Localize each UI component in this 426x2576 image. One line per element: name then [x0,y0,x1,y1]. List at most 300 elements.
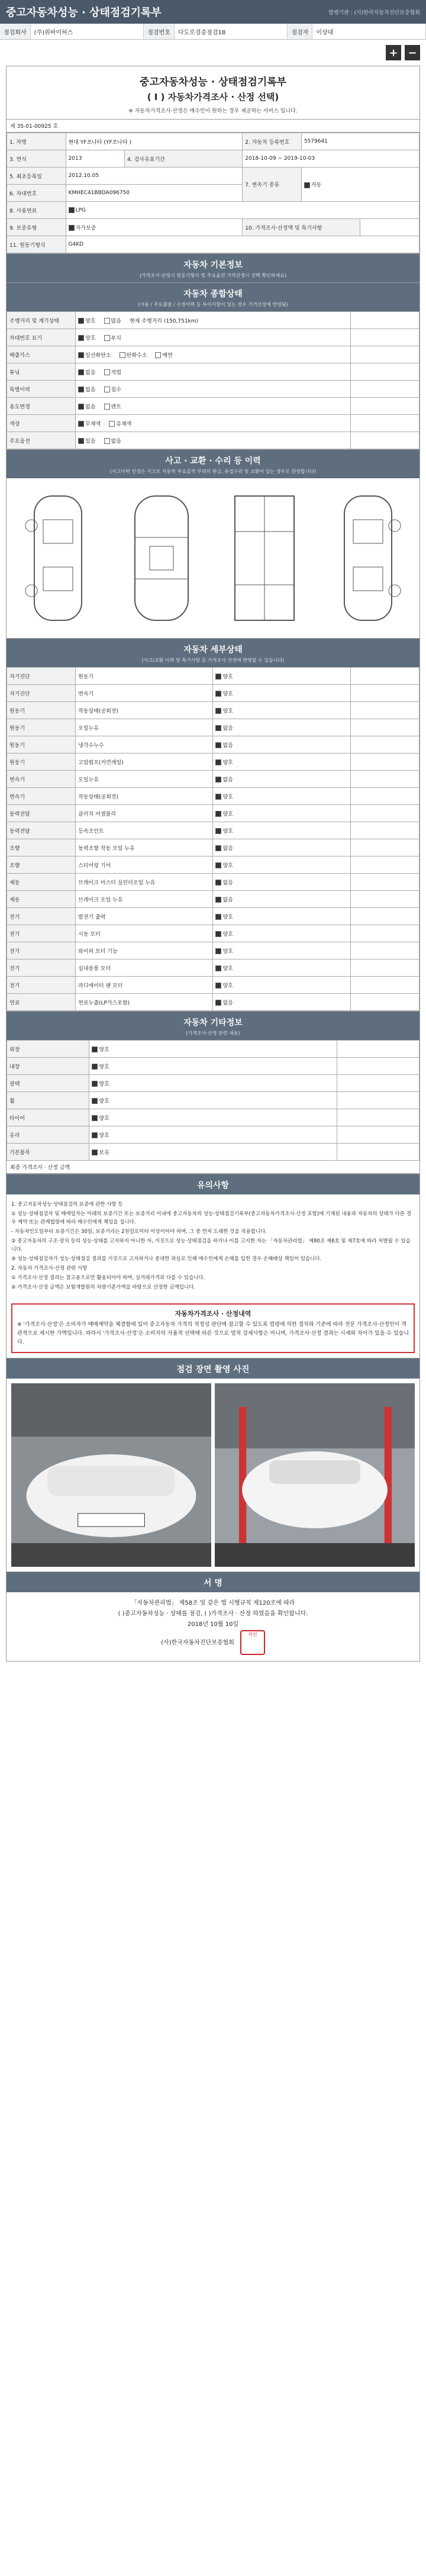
reg-label: 2. 자동차 등록번호 [243,133,302,150]
detail-state-text: 양호 [222,931,233,938]
other-state-text: 양호 [99,1046,109,1053]
status-option-text: 유채색 [116,421,132,427]
detail-checkbox[interactable] [215,965,221,971]
status-checkbox[interactable] [78,318,84,324]
detail-state-text: 양호 [222,914,233,920]
other-checkbox[interactable] [92,1149,98,1155]
other-label: 휠 [7,1092,89,1109]
detail-note [350,925,419,942]
zoom-in-button[interactable]: + [386,45,401,60]
status-checkbox[interactable] [78,369,84,375]
note-line: ② 가격조사·산정 금액은 보험개발원의 차량기준가액을 바탕으로 산정한 금액입니다. [11,1284,196,1290]
detail-item: 오일누유 [76,719,213,736]
sign-line2: ( )중고자동차성능 · 상태를 점검, ( )가격조사 · 산정 하였음을 확인합니다. [118,1611,308,1617]
other-row [7,1041,419,1058]
final-price-note: 최종 가격조사 · 산정 금액 [7,1161,419,1174]
status-checkbox[interactable] [104,369,110,375]
other-checkbox[interactable] [92,1115,98,1121]
company-label: 점검회사 [0,24,31,39]
car-name-value: 현대 YF쏘나타 (YF쏘나타 ) [66,133,243,150]
car-side-image [215,1383,415,1567]
detail-group: 전기 [7,942,76,959]
signature-block [7,1592,419,1661]
other-label: 외장 [7,1041,89,1058]
detail-item: 브레이크 마스터 실린더오일 누유 [76,874,213,891]
other-state-text: 양호 [99,1115,109,1122]
detail-note [350,754,419,771]
detail-row [7,771,419,788]
detail-group: 자기진단 [7,668,76,685]
other-price [337,1075,419,1092]
detail-state [213,788,350,805]
status-note [350,363,419,381]
detail-state-text: 없음 [222,777,233,783]
detail-checkbox[interactable] [215,674,221,680]
detail-group: 원동기 [7,754,76,771]
status-checkbox[interactable] [109,421,115,427]
report-subtitle: ( I ) 자동차가격조사 · 산정 선택) [147,92,279,102]
section-status-title: 자동차 종합상태 [183,289,243,299]
other-state-text: 보유 [99,1149,109,1156]
detail-state-text: 양호 [222,674,233,680]
note-line: 1. 중고자동차성능·상태점검의 보증에 관한 사항 등 [11,1202,123,1208]
status-checkbox[interactable] [104,387,110,392]
detail-state [213,959,350,977]
detail-state-text: 양호 [222,948,233,955]
status-row [7,415,419,432]
detail-checkbox[interactable] [215,948,221,954]
detail-state [213,754,350,771]
car-side-photo[interactable] [215,1383,415,1567]
other-state [89,1092,337,1109]
status-option-text: 많음 [111,318,121,324]
detail-group: 연료 [7,994,76,1011]
zoom-out-button[interactable]: − [405,45,420,60]
status-table [7,311,419,449]
status-option-text: 없음 [85,369,96,376]
detail-note [350,788,419,805]
other-state [89,1075,337,1092]
detail-group: 전기 [7,977,76,994]
status-options [76,346,351,363]
section-accident-sub: (사고이력 인정은 사고로 자동차 주요골격 부위의 판금, 용접수리 및 교환이 있는 경우로 한정합니다) [109,469,317,474]
detail-row [7,788,419,805]
report-note: ※ 자동차가격조사·산정은 매수인이 원하는 경우 제공하는 서비스 입니다. [128,108,298,114]
detail-item: 고압펌프(커먼레일) [76,754,213,771]
notes-list [7,1194,419,1299]
detail-state-text: 양호 [222,965,233,972]
note-line: ① 성능·상태점검자 및 매매업자는 아래의 보증기간 또는 보증거리 이내에 중고자동차의 성능·상태점검기록부(중고자동차가격조사·산정 포함)에 기재된 내용과 자동차의 상태가 다른 경우 계약 또는 관계법령에 따라 매수인에게 책임을 집니다. [11,1211,411,1225]
status-checkbox[interactable] [78,404,84,410]
status-option-text: 없음 [85,404,96,410]
detail-state [213,925,350,942]
other-state-text: 양호 [99,1098,109,1105]
detail-row [7,719,419,736]
status-checkbox[interactable] [78,387,84,392]
other-state-text: 양호 [99,1081,109,1087]
detail-item: 스티어링 기어 [76,856,213,874]
detail-checkbox[interactable] [215,931,221,937]
status-label: 주행거리 및 계기상태 [7,312,76,329]
section-photos-title: 점검 장면 촬영 사진 [176,1365,250,1374]
detail-row [7,891,419,908]
detail-state [213,771,350,788]
inspector-label: 점검자 [288,24,312,39]
fuel-checkbox[interactable] [69,207,75,213]
issuer-notice: 발행기관 : (사)한국자동차진단보증협회 [328,9,420,16]
status-row [7,381,419,398]
detail-group: 조향 [7,839,76,856]
status-checkbox[interactable] [78,438,84,444]
report-title: 중고자동차성능 · 상태점검기록부 [139,76,287,88]
detail-state-text: 없음 [222,725,233,732]
other-price [337,1109,419,1126]
detail-item: 브레이크 오일 누유 [76,891,213,908]
detail-checkbox[interactable] [215,759,221,765]
detail-item: 냉각수누수 [76,736,213,754]
section-status-sub: (사용 / 주요불량 / 수정이력 등 특이사항이 있는 경우 가격산정에 반영됨) [138,302,288,307]
status-note [350,346,419,363]
detail-item: 라디에이터 팬 모터 [76,977,213,994]
other-label: 타이어 [7,1109,89,1126]
status-options [76,432,351,449]
detail-checkbox[interactable] [215,845,221,851]
detail-checkbox[interactable] [215,811,221,817]
sign-line1: 「자동차관리법」 제58조 및 같은 법 시행규칙 제120조에 따라 [131,1600,295,1606]
section-detail-sub: (사고/교환 이력 및 특기사항 등 가격조사 산정에 반영될 수 있습니다) [141,658,285,663]
status-option-text: 무채색 [85,421,101,427]
detail-row [7,874,419,891]
status-checkbox[interactable] [104,404,110,410]
price-label: 10. 가격조사·산정액 및 특기사항 [243,219,360,236]
section-accident [7,449,419,478]
status-checkbox[interactable] [78,421,84,427]
status-note [350,398,419,415]
detail-checkbox[interactable] [215,880,221,886]
other-table [7,1040,419,1161]
detail-checkbox[interactable] [215,691,221,697]
detail-row [7,856,419,874]
other-state [89,1109,337,1126]
detail-checkbox[interactable] [215,708,221,714]
section-accident-title: 사고 · 교환 · 수리 등 이력 [165,456,261,466]
status-row [7,346,419,363]
car-top-diagram [117,490,206,626]
top-bar [0,0,426,24]
detail-state-text: 양호 [222,828,233,835]
detail-state-text: 양호 [222,794,233,800]
detail-item: 원동기 [76,668,213,685]
detail-item: 연료누출(LP가스포함) [76,994,213,1011]
trans-label: 7. 변속기 종류 [243,168,302,202]
detail-note [350,959,419,977]
section-basic-sub: (가격조사·산정시 원동기형식 및 주요옵션 가격산정시 선택 확인하세요) [139,273,287,278]
mileage-text: 현재 주행거리 (150,751km) [129,318,199,324]
trans-value [301,168,419,202]
status-row [7,432,419,449]
detail-note [350,668,419,685]
status-checkbox[interactable] [104,438,110,444]
other-price [337,1126,419,1144]
other-state-text: 양호 [99,1064,109,1070]
price-disclaimer-title: 자동차가격조사 · 산정내역 [175,1310,251,1318]
detail-state-text: 양호 [222,983,233,989]
status-label: 차대번호 표기 [7,329,76,346]
other-price [337,1058,419,1075]
detail-state [213,702,350,719]
detail-item: 작동상태(공회전) [76,788,213,805]
detail-item: 작동상태(공회전) [76,702,213,719]
warranty-checkbox[interactable] [69,225,75,231]
detail-note [350,736,419,754]
status-note [350,312,419,329]
detail-item: 클러치 어셈블리 [76,805,213,822]
vin-label: 6. 차대번호 [7,185,66,202]
status-option-text: 탄화수소 [126,352,147,359]
detail-state [213,908,350,925]
detail-note [350,977,419,994]
status-row [7,398,419,415]
status-options [76,415,351,432]
section-detail [7,638,419,667]
section-basic [7,253,419,282]
status-label: 배출가스 [7,346,76,363]
status-checkbox[interactable] [104,335,110,341]
section-sign-title: 서 명 [204,1579,222,1588]
detail-row [7,702,419,719]
first-reg-label: 5. 최초등록일 [7,168,66,185]
status-row [7,329,419,346]
detail-row [7,925,419,942]
detail-row [7,754,419,771]
other-row [7,1058,419,1075]
other-checkbox[interactable] [92,1081,98,1087]
detail-note [350,702,419,719]
detail-state [213,668,350,685]
price-value [360,219,419,236]
fuel-value [66,202,419,219]
detail-item: 발전기 출력 [76,908,213,925]
detail-checkbox[interactable] [215,777,221,783]
status-checkbox[interactable] [104,318,110,324]
status-option-text: 적법 [111,369,121,376]
engine-label: 11. 원동기형식 [7,236,66,253]
zoom-toolbar [0,40,426,66]
section-sign [7,1572,419,1592]
detail-group: 자기진단 [7,685,76,702]
other-row [7,1109,419,1126]
detail-checkbox[interactable] [215,897,221,903]
detail-group: 전기 [7,925,76,942]
detail-state [213,977,350,994]
status-checkbox[interactable] [155,352,161,358]
detail-group: 변속기 [7,788,76,805]
year-label: 3. 연식 [7,150,66,168]
detail-checkbox[interactable] [215,862,221,868]
detail-note [350,942,419,959]
detail-note [350,994,419,1011]
note-line: ① 가격조사·산정 결과는 참고용으로만 활용되어야 하며, 실거래가격과 다를 수 있습니다. [11,1275,205,1281]
detail-group: 동력전달 [7,822,76,839]
detail-group: 원동기 [7,736,76,754]
detail-state [213,891,350,908]
other-price [337,1041,419,1058]
detail-note [350,805,419,822]
detail-row [7,942,419,959]
vin-value: KMHEC41BBDA096750 [66,185,243,202]
reg-value: 5579641 [301,133,419,150]
section-basic-title: 자동차 기본정보 [183,260,243,270]
photo-gallery [7,1379,419,1572]
detail-state [213,736,350,754]
inspection-info-row [0,24,426,40]
detail-state [213,822,350,839]
status-row [7,363,419,381]
section-other-title: 자동차 기타정보 [183,1018,243,1028]
detail-checkbox[interactable] [215,828,221,834]
other-state [89,1041,337,1058]
detail-state-text: 없음 [222,880,233,886]
detail-checkbox[interactable] [215,725,221,731]
detail-note [350,719,419,736]
detail-checkbox[interactable] [215,1000,221,1006]
status-option-text: 매연 [162,352,173,359]
detail-row [7,994,419,1011]
status-options [76,381,351,398]
inspector-value: 이상대 [312,24,426,39]
status-options [76,312,351,329]
status-note [350,415,419,432]
detail-note [350,839,419,856]
detail-state-text: 없음 [222,897,233,903]
fuel-label: 8. 사용연료 [7,202,66,219]
detail-item: 실내송풍 모터 [76,959,213,977]
detail-group: 제동 [7,891,76,908]
section-other [7,1011,419,1040]
status-checkbox[interactable] [78,352,84,358]
price-disclaimer-text: ※ '가격조사·산정'은 소비자가 매매계약을 체결함에 있어 중고자동차 가격의 적정성 판단에 참고할 수 있도록 법령에 의한 절차와 기준에 따라 전문 가격조사·산정인이 객관적으로 제시한 가액입니다. 따라서 '가격조사·산정'은 소비자의 자율적 선택에 따른 것으로 법적 강제사항은 아니며, 가격조사·산정 결과는 시세와 차이가 있을 수 있습니다. [17,1322,409,1345]
car-diagram [7,478,419,638]
detail-state [213,856,350,874]
trans-checkbox[interactable] [304,182,310,188]
report-document [6,66,420,1661]
status-option-text: 렌트 [111,404,121,410]
detail-state [213,719,350,736]
detail-state-text: 없음 [222,845,233,852]
detail-state [213,805,350,822]
note-line: ② 중고자동차의 구조·장치 등의 성능·상태를 고지하지 아니한 자, 거짓으로 성능·상태점검을 하거나 이를 고지한 자는 「자동차관리법」 제80조 제6호 및 제7호에 따라 처벌될 수 있습니다. [11,1238,411,1252]
detail-checkbox[interactable] [215,983,221,988]
other-label: 광택 [7,1075,89,1092]
other-row [7,1144,419,1161]
detail-row [7,685,419,702]
detail-row [7,736,419,754]
note-line: - 자동차인도일부터 보증기간은 30일, 보증거리는 2천킬로미터 이상이어야 하며, 그 중 먼저 도래한 것을 적용합니다. [11,1229,267,1235]
detail-row [7,668,419,685]
detail-row [7,805,419,822]
status-option-text: 없음 [111,438,121,445]
other-checkbox[interactable] [92,1064,98,1070]
other-checkbox[interactable] [92,1132,98,1138]
section-notes-title: 유의사항 [196,1181,230,1190]
detail-item: 오일누유 [76,771,213,788]
status-label: 색상 [7,415,76,432]
detail-checkbox[interactable] [215,914,221,920]
detail-group: 변속기 [7,771,76,788]
other-row [7,1126,419,1144]
valid-value: 2018-10-09 ~ 2019-10-03 [243,150,419,168]
status-option-text: 침수 [111,387,121,393]
detail-item: 등속조인트 [76,822,213,839]
status-checkbox[interactable] [78,335,84,341]
note-line: ③ 성능·상태점검자가 성능·상태점검 결과를 거짓으로 고지하거나 중대한 과실로 인해 매수인에게 손해를 입힌 경우 손해배상 책임이 있습니다. [11,1256,322,1262]
car-front-photo[interactable] [11,1383,211,1567]
detail-group: 조향 [7,856,76,874]
first-reg-value: 2012.10.05 [66,168,243,185]
section-detail-title: 자동차 세부상태 [183,645,243,655]
other-checkbox[interactable] [92,1098,98,1104]
status-checkbox[interactable] [120,352,125,358]
detail-group: 전기 [7,908,76,925]
status-option-text: 일산화탄소 [85,352,111,359]
warranty-value [66,219,243,236]
other-price [337,1092,419,1109]
status-options [76,363,351,381]
year-value: 2013 [66,150,125,168]
status-note [350,432,419,449]
detail-checkbox[interactable] [215,742,221,748]
detail-item: 와이퍼 모터 기능 [76,942,213,959]
status-option-text: 부식 [111,335,121,342]
valid-label: 4. 검사유효기간 [125,150,243,168]
detail-group: 제동 [7,874,76,891]
warranty-text: 자가보증 [75,225,96,231]
warranty-label: 9. 보증유형 [7,219,66,236]
detail-item: 변속기 [76,685,213,702]
car-front-image [11,1383,211,1567]
detail-group: 원동기 [7,719,76,736]
detail-state-text: 없음 [222,1000,233,1006]
number-label: 점검번호 [144,24,175,39]
detail-state-text: 양호 [222,708,233,714]
other-price [337,1144,419,1161]
status-label: 주요옵션 [7,432,76,449]
detail-checkbox[interactable] [215,794,221,800]
detail-state-text: 양호 [222,759,233,766]
car-side-right-diagram [324,490,412,626]
detail-group: 원동기 [7,702,76,719]
status-options [76,329,351,346]
detail-state [213,839,350,856]
other-checkbox[interactable] [92,1046,98,1052]
detail-row [7,908,419,925]
detail-note [350,856,419,874]
basic-info-table [7,133,419,253]
engine-value: G4KD [66,236,419,253]
status-options [76,398,351,415]
sign-org-row [7,1630,419,1655]
detail-note [350,685,419,702]
other-label: 내장 [7,1058,89,1075]
detail-state-text: 양호 [222,811,233,817]
detail-state [213,874,350,891]
status-note [350,381,419,398]
detail-state-text: 없음 [222,742,233,749]
report-title-block [7,66,419,120]
other-row [7,1075,419,1092]
status-option-text: 있음 [85,438,96,445]
trans-text: 자동 [311,182,322,188]
